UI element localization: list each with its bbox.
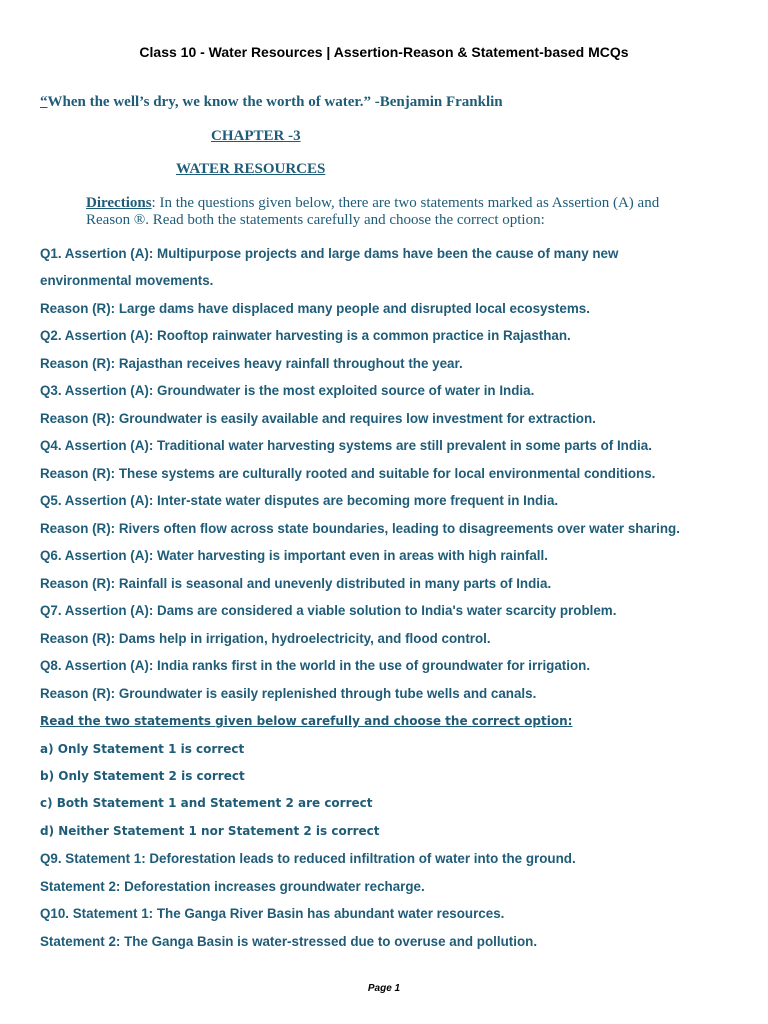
question-line: Q7. Assertion (A): Dams are considered a viable solution to India's water scarcity problem. — [40, 603, 617, 618]
page-title: Class 10 - Water Resources | Assertion-Reason & Statement-based MCQs — [139, 44, 629, 60]
question-line: Q1. Assertion (A): Multipurpose projects and large dams have been the cause of many new — [40, 246, 619, 261]
directions-text: : In the questions given below, there are two statements marked as Assertion (A) and — [151, 195, 660, 211]
question-line: Reason (R): Rivers often flow across state boundaries, leading to disagreements over water sharing. — [40, 521, 680, 536]
question-line: Q10. Statement 1: The Ganga River Basin has abundant water resources. — [40, 906, 505, 921]
quote-open-mark: “ — [40, 94, 48, 110]
question-line: Reason (R): Rainfall is seasonal and unevenly distributed in many parts of India. — [40, 576, 552, 591]
question-line: Reason (R): Dams help in irrigation, hydroelectricity, and flood control. — [40, 631, 491, 646]
question-line: Reason (R): Rajasthan receives heavy rainfall throughout the year. — [40, 356, 463, 371]
question-line: environmental movements. — [40, 273, 214, 288]
section-heading: WATER RESOURCES — [176, 161, 326, 177]
question-line: Statement 2: The Ganga Basin is water-stressed due to overuse and pollution. — [40, 934, 538, 949]
option-a: a) Only Statement 1 is correct — [40, 742, 245, 756]
question-line: Q6. Assertion (A): Water harvesting is important even in areas with high rainfall. — [40, 548, 548, 563]
question-line: Statement 2: Deforestation increases groundwater recharge. — [40, 879, 425, 894]
question-line: Reason (R): Groundwater is easily replenished through tube wells and canals. — [40, 686, 537, 701]
chapter-label: CHAPTER -3 — [211, 128, 301, 144]
question-line: Reason (R): Large dams have displaced many people and disrupted local ecosystems. — [40, 301, 590, 316]
directions — [86, 195, 659, 229]
question-line: Q8. Assertion (A): India ranks first in the world in the use of groundwater for irrigation. — [40, 658, 591, 673]
directions-label: Directions — [86, 195, 152, 211]
question-line: Reason (R): Groundwater is easily available and requires low investment for extraction. — [40, 411, 596, 426]
quote — [40, 94, 503, 111]
directions-line-1 — [86, 195, 659, 212]
option-c: c) Both Statement 1 and Statement 2 are correct — [40, 796, 373, 810]
option-b: b) Only Statement 2 is correct — [40, 769, 245, 783]
question-line: Q9. Statement 1: Deforestation leads to reduced infiltration of water into the ground. — [40, 851, 576, 866]
quote-text: When the well’s dry, we know the worth of water.” -Benjamin Franklin — [47, 94, 503, 110]
question-line: Q5. Assertion (A): Inter-state water disputes are becoming more frequent in India. — [40, 493, 559, 508]
statement-instruction: Read the two statements given below carefully and choose the correct option: — [40, 714, 573, 728]
page-number: Page 1 — [367, 983, 401, 994]
directions-line-2: Reason ®. Read both the statements carefully and choose the correct option: — [86, 212, 545, 228]
question-line: Q3. Assertion (A): Groundwater is the most exploited source of water in India. — [40, 383, 535, 398]
option-d: d) Neither Statement 1 nor Statement 2 is correct — [40, 824, 380, 838]
question-line: Q4. Assertion (A): Traditional water harvesting systems are still prevalent in some parts of India. — [40, 438, 652, 453]
question-line: Q2. Assertion (A): Rooftop rainwater harvesting is a common practice in Rajasthan. — [40, 328, 571, 343]
question-line: Reason (R): These systems are culturally rooted and suitable for local environmental conditions. — [40, 466, 656, 481]
